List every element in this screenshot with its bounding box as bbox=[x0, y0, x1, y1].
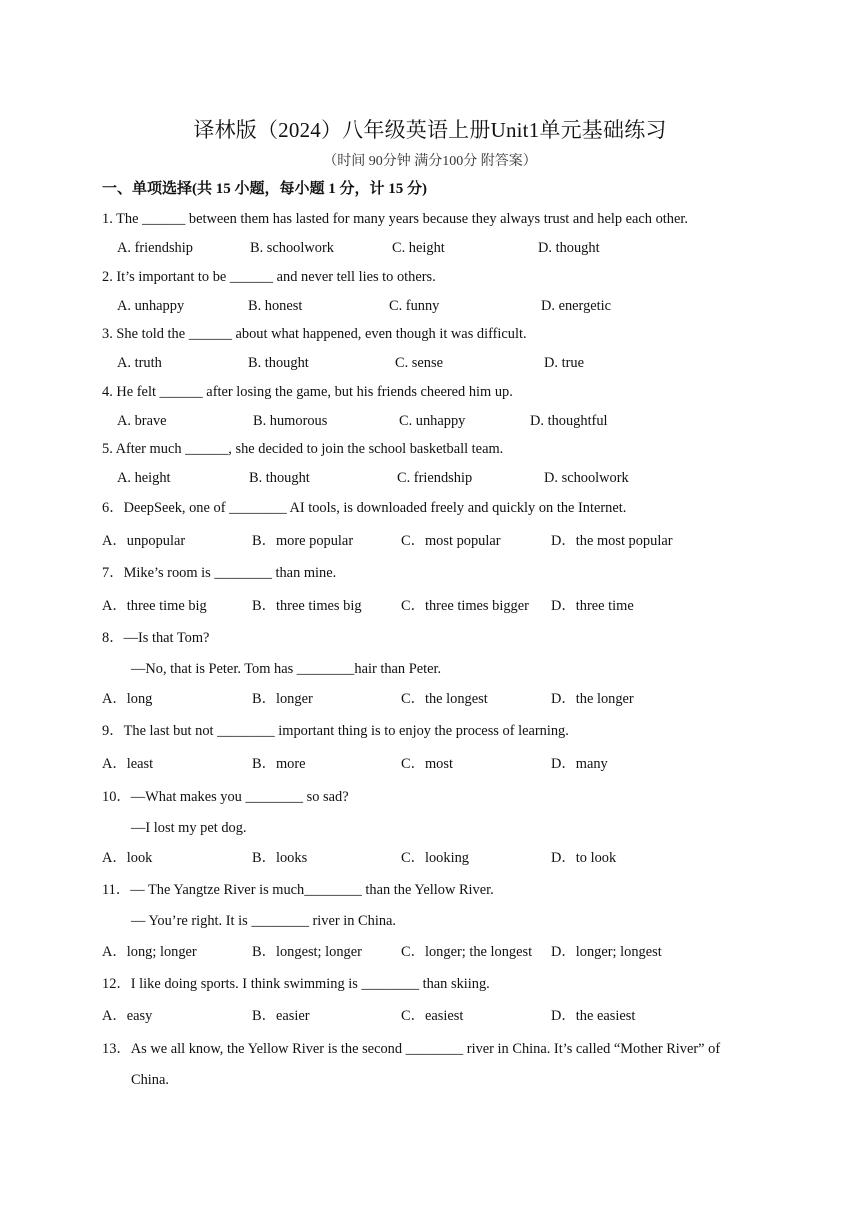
page-title: 译林版（2024）八年级英语上册Unit1单元基础练习 bbox=[193, 118, 667, 142]
option-b: B．easier bbox=[252, 1008, 310, 1024]
option-b: B．looks bbox=[252, 850, 308, 866]
option-d: D．many bbox=[551, 756, 608, 772]
question-stem: 8．—Is that Tom? bbox=[102, 630, 210, 646]
option-c: C. unhappy bbox=[399, 413, 466, 429]
option-a: A．three time big bbox=[102, 598, 207, 614]
option-a: A．long bbox=[102, 691, 153, 707]
question-stem: 10．—What makes you ________ so sad? bbox=[102, 789, 349, 805]
question-stem: 1. The ______ between them has lasted for many years because they always trust and help each other. bbox=[102, 211, 688, 227]
option-c: C．most popular bbox=[401, 533, 501, 549]
option-d: D. thoughtful bbox=[530, 413, 608, 429]
option-a: A. height bbox=[117, 470, 171, 486]
question-stem: 5. After much ______, she decided to join the school basketball team. bbox=[102, 441, 504, 457]
option-b: B．more bbox=[252, 756, 306, 772]
option-d: D. schoolwork bbox=[544, 470, 629, 486]
option-a: A．least bbox=[102, 756, 154, 772]
question-stem: 13．As we all know, the Yellow River is the second ________ river in China. It’s called “Mother River” of bbox=[102, 1041, 721, 1057]
option-d: D. energetic bbox=[541, 298, 612, 314]
option-c: C．easiest bbox=[401, 1008, 464, 1024]
option-c: C. height bbox=[392, 240, 445, 256]
option-c: C．longer; the longest bbox=[401, 944, 533, 960]
question-stem: 6．DeepSeek, one of ________ AI tools, is downloaded freely and quickly on the Internet. bbox=[102, 500, 627, 516]
page-subtitle: （时间 90分钟 满分100分 附答案） bbox=[323, 154, 537, 169]
question-stem: 7．Mike’s room is ________ than mine. bbox=[102, 565, 337, 581]
option-b: B．longest; longer bbox=[252, 944, 362, 960]
option-a: A. truth bbox=[117, 355, 162, 371]
option-c: C. funny bbox=[389, 298, 440, 314]
question-stem-continued: —No, that is Peter. Tom has ________hair than Peter. bbox=[131, 661, 442, 677]
option-b: B. honest bbox=[248, 298, 303, 314]
question-stem-continued: — You’re right. It is ________ river in China. bbox=[131, 913, 397, 929]
option-c: C．three times bigger bbox=[401, 598, 529, 614]
question-stem: 2. It’s important to be ______ and never tell lies to others. bbox=[102, 269, 436, 285]
option-b: B. humorous bbox=[253, 413, 328, 429]
question-stem: 3. She told the ______ about what happened, even though it was difficult. bbox=[102, 326, 527, 342]
option-c: C．looking bbox=[401, 850, 469, 866]
option-a: A. friendship bbox=[117, 240, 193, 256]
option-c: C. friendship bbox=[397, 470, 473, 486]
option-a: A. unhappy bbox=[117, 298, 185, 314]
option-b: B．more popular bbox=[252, 533, 354, 549]
option-d: D．the most popular bbox=[551, 533, 673, 549]
question-stem: 12．I like doing sports. I think swimming is ________ than skiing. bbox=[102, 976, 490, 992]
option-d: D．the easiest bbox=[551, 1008, 636, 1024]
option-b: B. thought bbox=[249, 470, 310, 486]
option-a: A．unpopular bbox=[102, 533, 186, 549]
option-a: A．look bbox=[102, 850, 153, 866]
question-stem-continued: China. bbox=[131, 1072, 169, 1088]
option-d: D. true bbox=[544, 355, 584, 371]
section-heading: 一、单项选择(共 15 小题，每小题 1 分，计 15 分) bbox=[102, 181, 427, 197]
question-stem-continued: —I lost my pet dog. bbox=[131, 820, 247, 836]
option-d: D．longer; longest bbox=[551, 944, 662, 960]
option-a: A．easy bbox=[102, 1008, 153, 1024]
option-d: D. thought bbox=[538, 240, 600, 256]
question-stem: 9．The last but not ________ important thing is to enjoy the process of learning. bbox=[102, 723, 569, 739]
option-d: D．three time bbox=[551, 598, 634, 614]
option-b: B. thought bbox=[248, 355, 309, 371]
option-b: B. schoolwork bbox=[250, 240, 334, 256]
option-c: C. sense bbox=[395, 355, 443, 371]
option-c: C．most bbox=[401, 756, 453, 772]
option-b: B．three times big bbox=[252, 598, 362, 614]
option-b: B．longer bbox=[252, 691, 313, 707]
option-a: A．long; longer bbox=[102, 944, 197, 960]
question-stem: 11．— The Yangtze River is much________ than the Yellow River. bbox=[102, 882, 494, 898]
option-c: C．the longest bbox=[401, 691, 488, 707]
option-d: D．the longer bbox=[551, 691, 634, 707]
option-a: A. brave bbox=[117, 413, 167, 429]
question-stem: 4. He felt ______ after losing the game, but his friends cheered him up. bbox=[102, 384, 513, 400]
option-d: D．to look bbox=[551, 850, 617, 866]
